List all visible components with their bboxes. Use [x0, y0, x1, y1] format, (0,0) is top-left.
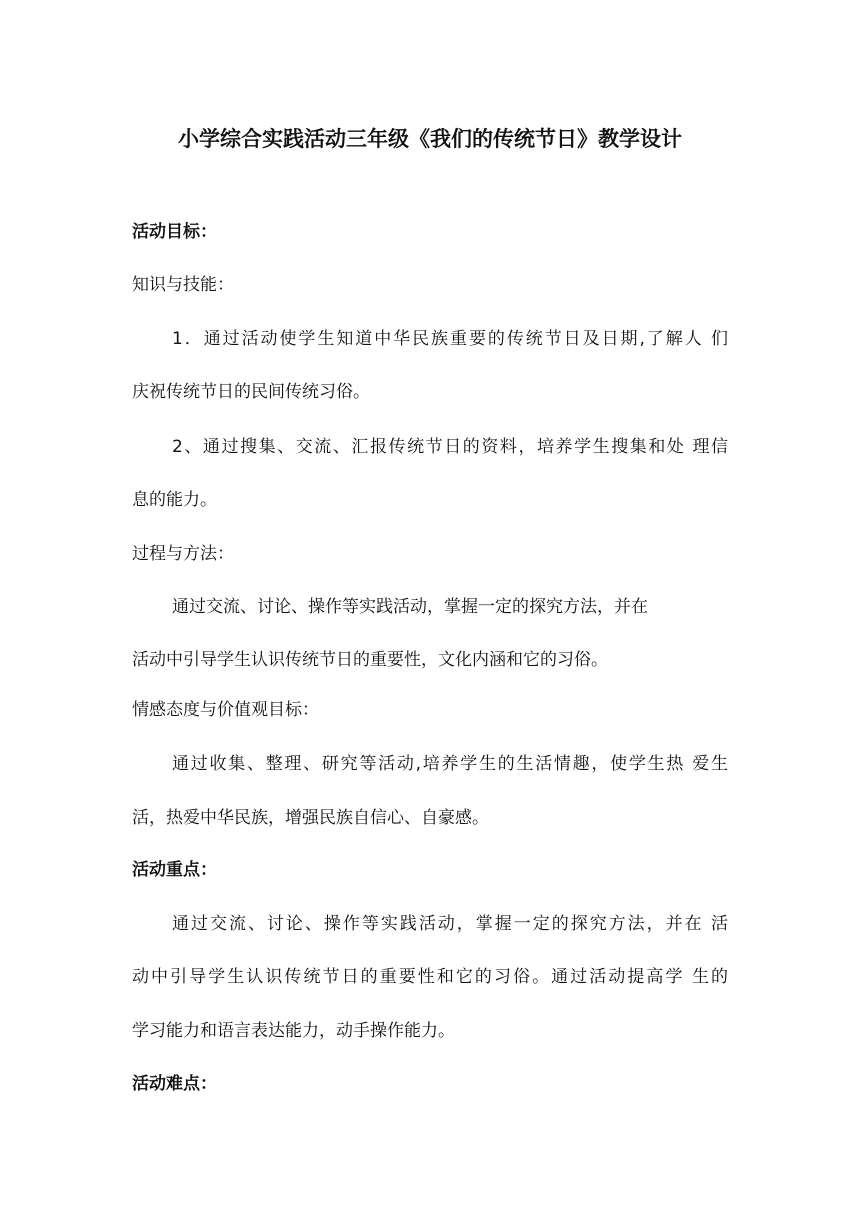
- keypoints-line2: 动中引导学生认识传统节日的重要性和它的习俗。通过活动提高学 生的: [132, 967, 728, 987]
- difficulty-heading: 活动难点：: [132, 1074, 217, 1094]
- keypoints-line3: 学习能力和语言表达能力，动手操作能力。: [132, 1021, 455, 1041]
- knowledge-item2-line1: 2、通过搜集、交流、汇报传统节日的资料，培养学生搜集和处 理信: [172, 437, 728, 457]
- keypoints-line1: 通过交流、讨论、操作等实践活动，掌握一定的探究方法，并在 活: [172, 914, 728, 934]
- document-title: 小学综合实践活动三年级《我们的传统节日》教学设计: [178, 127, 682, 151]
- keypoints-heading: 活动重点：: [132, 860, 217, 880]
- knowledge-item1-line1: 1．通过活动使学生知道中华民族重要的传统节日及日期,了解人 们: [172, 329, 728, 349]
- goals-heading: 活动目标：: [132, 222, 217, 242]
- knowledge-heading: 知识与技能：: [132, 275, 234, 295]
- process-line1: 通过交流、讨论、操作等实践活动，掌握一定的探究方法，并在: [172, 597, 648, 617]
- process-heading: 过程与方法：: [132, 544, 234, 564]
- process-line2: 活动中引导学生认识传统节日的重要性，文化内涵和它的习俗。: [132, 650, 608, 670]
- knowledge-item2-line2: 息的能力。: [132, 490, 217, 510]
- knowledge-item1-line2: 庆祝传统节日的民间传统习俗。: [132, 382, 370, 402]
- emotion-line2: 活，热爱中华民族，增强民族自信心、自豪感。: [132, 808, 489, 828]
- emotion-line1: 通过收集、整理、研究等活动,培养学生的生活情趣，使学生热 爱生: [172, 754, 728, 774]
- emotion-heading: 情感态度与价值观目标：: [132, 700, 319, 720]
